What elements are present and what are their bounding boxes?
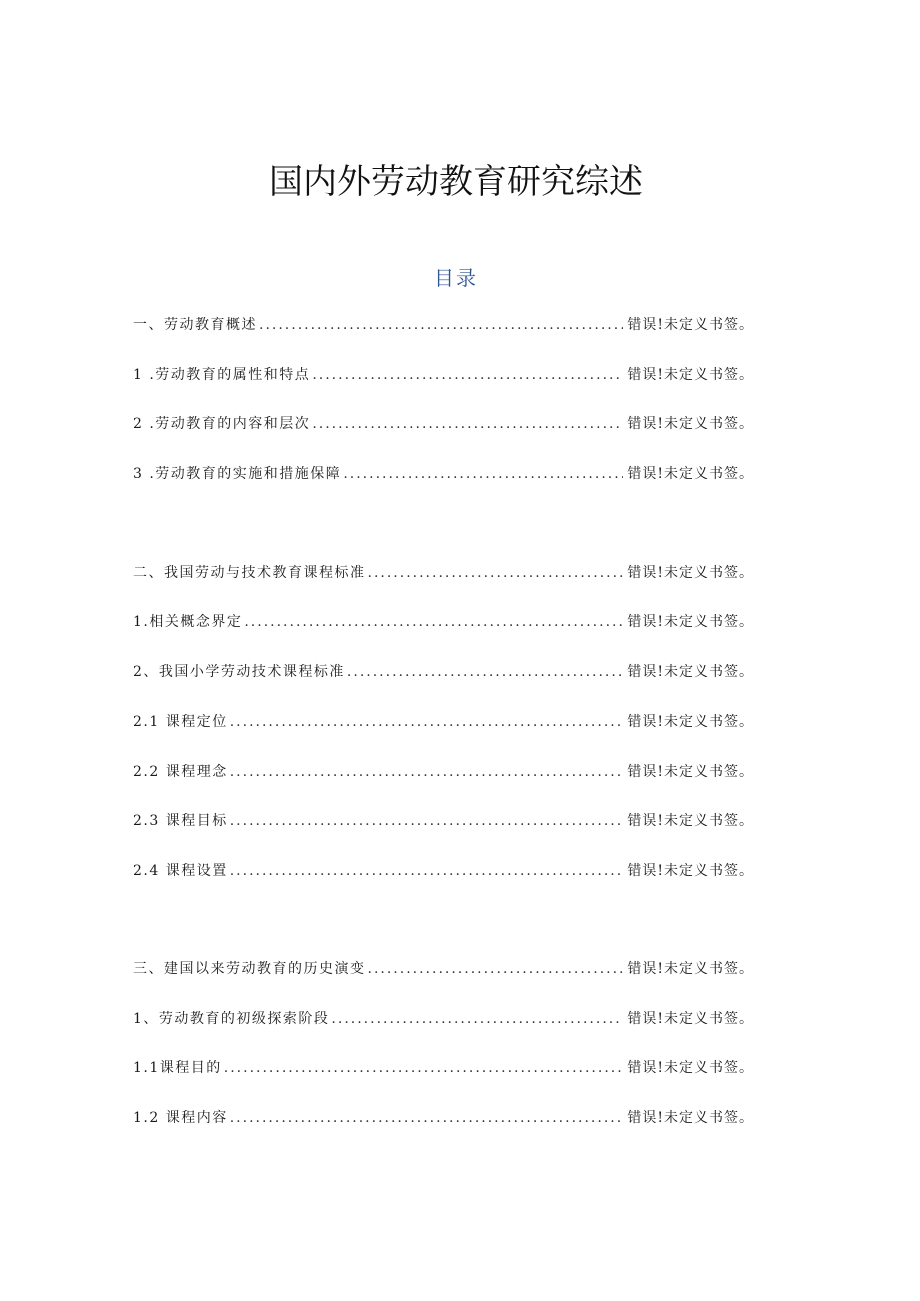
toc-entry[interactable] <box>133 463 754 485</box>
toc-entry[interactable] <box>133 1008 754 1030</box>
toc-entry[interactable] <box>133 562 754 584</box>
toc-entry-text: 2 .劳动教育的内容和层次 <box>133 416 311 432</box>
toc-dot-leader <box>347 661 623 683</box>
toc-entry-ref: 错误!未定义书签。 <box>627 1060 754 1076</box>
toc-entry-text: 2.2 课程理念 <box>133 764 228 780</box>
toc-entry-text: 3 .劳动教育的实施和措施保障 <box>133 466 342 482</box>
toc-heading: 目录 <box>434 266 478 290</box>
toc-entry[interactable] <box>133 364 754 386</box>
toc-entry-ref: 错误!未定义书签。 <box>627 565 754 581</box>
toc-entry-ref: 错误!未定义书签。 <box>627 714 754 730</box>
toc-entry-text: 2.3 课程目标 <box>133 813 228 829</box>
toc-dot-leader <box>312 413 623 435</box>
toc-entry-ref: 错误!未定义书签。 <box>627 367 754 383</box>
toc-entry-ref: 错误!未定义书签。 <box>627 813 754 829</box>
toc-dot-leader <box>343 463 623 485</box>
toc-entry-ref: 错误!未定义书签。 <box>627 764 754 780</box>
toc-dot-leader <box>230 860 624 882</box>
toc-dot-leader <box>224 1057 624 1079</box>
toc-dot-leader <box>368 562 624 584</box>
toc-entry-text: 一、劳动教育概述 <box>133 317 257 333</box>
toc-entry-ref: 错误!未定义书签。 <box>627 664 754 680</box>
toc-entry-text: 1 .劳动教育的属性和特点 <box>133 367 311 383</box>
toc-entry-text: 二、我国劳动与技术教育课程标准 <box>133 565 366 581</box>
toc-entry-ref: 错误!未定义书签。 <box>627 863 754 879</box>
toc-entry-text: 1.2 课程内容 <box>133 1110 228 1126</box>
toc-entry-text: 1.相关概念界定 <box>133 614 243 630</box>
toc-entry-ref: 错误!未定义书签。 <box>627 961 754 977</box>
toc-entry-text: 2.4 课程设置 <box>133 863 228 879</box>
toc-entry-text: 1、劳动教育的初级探索阶段 <box>133 1011 330 1027</box>
toc-entry[interactable] <box>133 958 754 980</box>
toc-entry[interactable] <box>133 860 754 882</box>
toc-entry[interactable] <box>133 661 754 683</box>
toc-entry[interactable] <box>133 810 754 832</box>
toc-entry-text: 2.1 课程定位 <box>133 714 228 730</box>
toc-dot-leader <box>331 1008 623 1030</box>
toc-dot-leader <box>368 958 624 980</box>
toc-dot-leader <box>230 810 624 832</box>
toc-entry[interactable] <box>133 761 754 783</box>
toc-entry-ref: 错误!未定义书签。 <box>627 466 754 482</box>
toc-entry[interactable] <box>133 611 754 633</box>
toc-dot-leader <box>244 611 623 633</box>
toc-entry[interactable] <box>133 314 754 336</box>
toc-dot-leader <box>230 761 624 783</box>
toc-dot-leader <box>230 711 624 733</box>
toc-entry[interactable] <box>133 1057 754 1079</box>
toc-entry-text: 2、我国小学劳动技术课程标准 <box>133 664 345 680</box>
toc-dot-leader <box>230 1107 624 1129</box>
toc-entry-ref: 错误!未定义书签。 <box>627 1011 754 1027</box>
toc-dot-leader <box>259 314 623 336</box>
toc-entry[interactable] <box>133 413 754 435</box>
toc-entry[interactable] <box>133 711 754 733</box>
toc-entry-text: 三、建国以来劳动教育的历史演变 <box>133 961 366 977</box>
document-title: 国内外劳动教育研究综述 <box>269 162 643 202</box>
toc-entry-ref: 错误!未定义书签。 <box>627 614 754 630</box>
toc-entry-ref: 错误!未定义书签。 <box>627 1110 754 1126</box>
toc-entry-text: 1.1课程目的 <box>133 1060 222 1076</box>
toc-entry-ref: 错误!未定义书签。 <box>627 416 754 432</box>
toc-entry-ref: 错误!未定义书签。 <box>627 317 754 333</box>
toc-entry[interactable] <box>133 1107 754 1129</box>
toc-dot-leader <box>312 364 623 386</box>
